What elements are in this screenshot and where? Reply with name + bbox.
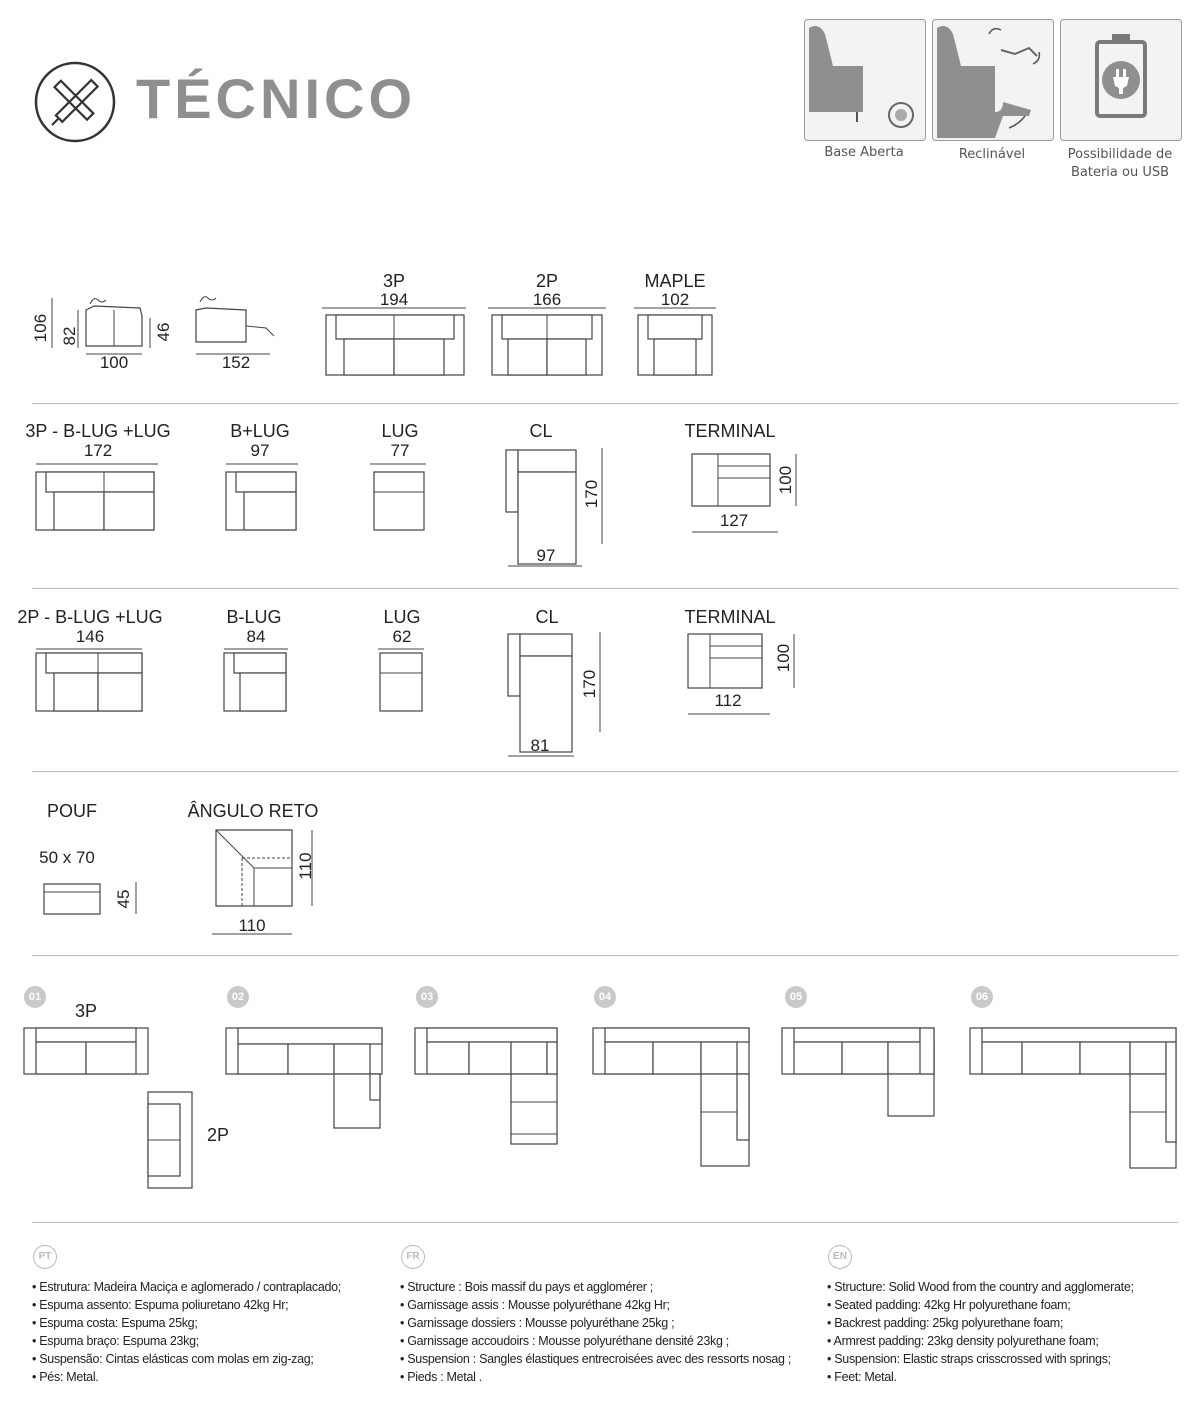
lang-badge-pt: PT xyxy=(33,1245,57,1269)
side-height-back: 82 xyxy=(60,326,79,346)
spec-list-fr xyxy=(400,1278,791,1386)
lug-plan xyxy=(376,643,428,719)
feature-recliner xyxy=(932,19,1054,141)
composition-06-plan xyxy=(968,1026,1180,1172)
sofa-2p-plan xyxy=(486,305,610,377)
composition-step-badge: 05 xyxy=(785,986,807,1008)
module-width: 62 xyxy=(392,627,412,646)
module-name: MAPLE xyxy=(644,271,706,291)
spec-line: • Pés: Metal. xyxy=(32,1370,99,1384)
module-width: 77 xyxy=(390,441,410,460)
composition-03-plan xyxy=(413,1026,561,1148)
spec-line: • Structure: Solid Wood from the country and agglomerate; xyxy=(827,1280,1134,1294)
blug-plan xyxy=(222,643,292,719)
spec-line: • Garnissage dossiers : Mousse polyuréthane 25kg ; xyxy=(400,1316,675,1330)
module-width: 102 xyxy=(660,290,690,309)
divider xyxy=(32,771,1178,772)
spec-line: • Suspensão: Cintas elásticas com molas em zig-zag; xyxy=(32,1352,314,1366)
spec-line: • Suspension : Sangles élastiques entrecroisées avec des ressorts nosag ; xyxy=(400,1352,792,1366)
module-name: TERMINAL xyxy=(684,607,776,627)
module-width: 84 xyxy=(246,627,266,646)
sofa-2p-blug-lug-plan xyxy=(32,643,152,719)
composition-step-badge: 06 xyxy=(971,986,993,1008)
pouf-name: POUF xyxy=(46,801,97,821)
module-depth: 100 xyxy=(776,465,795,495)
module-name: LUG xyxy=(381,421,419,441)
pouf-height: 45 xyxy=(114,889,133,909)
divider xyxy=(32,1222,1178,1223)
spec-line: • Estrutura: Madeira Maciça e aglomerado / contraplacado; xyxy=(32,1280,341,1294)
module-name: B-LUG xyxy=(226,607,282,627)
feature-label: Reclinável xyxy=(958,147,1026,162)
composition-01-plan xyxy=(22,1026,198,1192)
reclined-depth: 152 xyxy=(221,353,251,372)
feature-label: Possibilidade de Bateria ou USB xyxy=(1067,147,1173,180)
composition-step-badge: 01 xyxy=(24,986,46,1008)
module-name: 3P xyxy=(382,271,406,291)
module-width: 97 xyxy=(250,441,270,460)
recliner-icon xyxy=(933,20,1053,140)
spec-line: • Seated padding: 42kg Hr polyurethane foam; xyxy=(827,1298,1071,1312)
spec-line: • Structure : Bois massif du pays et agglomérer ; xyxy=(400,1280,653,1294)
spec-list-pt xyxy=(32,1278,341,1386)
module-length: 170 xyxy=(580,669,599,699)
spec-line: • Espuma assento: Espuma poliuretano 42kg Hr; xyxy=(32,1298,289,1312)
divider xyxy=(32,955,1178,956)
spec-list-en xyxy=(827,1278,1134,1386)
divider xyxy=(32,403,1178,404)
side-height-seat: 46 xyxy=(154,322,173,342)
battery-usb-icon xyxy=(1061,20,1181,140)
spec-line: • Espuma costa: Espuma 25kg; xyxy=(32,1316,198,1330)
spec-line: • Feet: Metal. xyxy=(827,1370,897,1384)
page-title: TÉCNICO xyxy=(136,67,416,130)
composition-02-plan xyxy=(224,1026,384,1132)
sofa-3p-blug-lug-plan xyxy=(32,458,162,534)
spec-line: • Garnissage assis : Mousse polyuréthane 42kg Hr; xyxy=(400,1298,670,1312)
module-length: 170 xyxy=(582,479,601,509)
corner-width: 110 xyxy=(238,916,266,935)
lang-badge-en: EN xyxy=(828,1245,852,1269)
side-depth: 100 xyxy=(99,353,129,372)
module-width: 127 xyxy=(719,511,749,530)
module-name: TERMINAL xyxy=(684,421,776,441)
blug-plan xyxy=(222,458,302,534)
spec-line: • Pieds : Metal . xyxy=(400,1370,482,1384)
module-width: 172 xyxy=(83,441,113,460)
spec-line: • Suspension: Elastic straps crisscrossed with springs; xyxy=(827,1352,1111,1366)
lug-plan xyxy=(368,458,432,534)
pouf-size: 50 x 70 xyxy=(39,848,95,867)
composition-step-badge: 04 xyxy=(594,986,616,1008)
module-width: 112 xyxy=(714,691,742,710)
composition-label-3p: 3P xyxy=(74,1001,98,1021)
spec-line: • Armrest padding: 23kg density polyurethane foam; xyxy=(827,1334,1099,1348)
composition-04-plan xyxy=(591,1026,751,1172)
corner-name: ÂNGULO RETO xyxy=(187,801,319,821)
sofa-3p-plan xyxy=(320,305,470,377)
divider xyxy=(32,588,1178,589)
module-depth: 100 xyxy=(774,643,793,673)
module-width: 194 xyxy=(379,290,409,309)
feature-battery-usb xyxy=(1060,19,1182,141)
module-name: 2P xyxy=(535,271,559,291)
feature-open-base xyxy=(804,19,926,141)
module-width: 97 xyxy=(536,546,556,565)
composition-05-plan xyxy=(780,1026,940,1120)
feature-label: Base Aberta xyxy=(824,145,904,160)
side-height-total: 106 xyxy=(31,313,50,343)
composition-step-badge: 02 xyxy=(227,986,249,1008)
lang-badge-fr: FR xyxy=(401,1245,425,1269)
maple-armchair-plan xyxy=(632,305,722,377)
module-width: 146 xyxy=(75,627,105,646)
spec-line: • Garnissage accoudoirs : Mousse polyuréthane densité 23kg ; xyxy=(400,1334,729,1348)
module-name: CL xyxy=(529,421,553,441)
composition-label-2p: 2P xyxy=(206,1125,230,1145)
open-base-icon xyxy=(805,20,925,140)
module-name: CL xyxy=(535,607,559,627)
spec-line: • Backrest padding: 25kg polyurethane foam; xyxy=(827,1316,1064,1330)
module-width: 166 xyxy=(532,290,562,309)
module-name: B+LUG xyxy=(230,421,290,441)
module-width: 81 xyxy=(530,736,550,755)
module-name: 3P - B-LUG +LUG xyxy=(25,421,171,441)
module-name: 2P - B-LUG +LUG xyxy=(17,607,163,627)
spec-line: • Espuma braço: Espuma 23kg; xyxy=(32,1334,199,1348)
technical-logo-icon xyxy=(34,61,116,143)
module-name: LUG xyxy=(383,607,421,627)
composition-step-badge: 03 xyxy=(416,986,438,1008)
corner-depth: 110 xyxy=(296,852,315,880)
